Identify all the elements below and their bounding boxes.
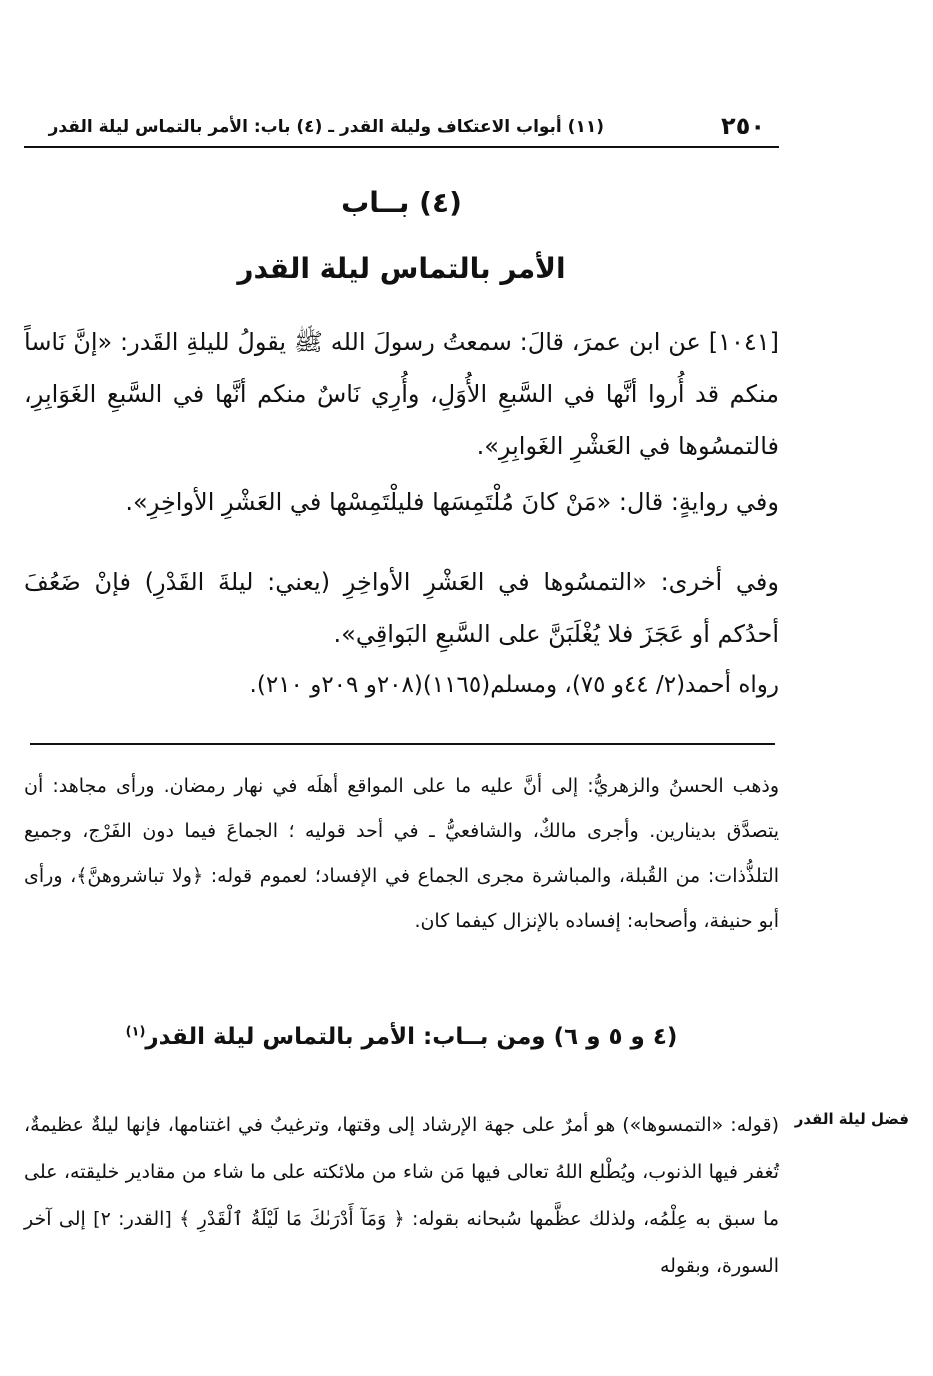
running-header — [24, 112, 779, 148]
margin-note: فضل ليلة القدر — [794, 1110, 909, 1128]
page-number: ٢٥٠ — [721, 112, 765, 140]
footnote-mark: (١) — [125, 1024, 146, 1040]
chapter-number: (٤) بــاب — [341, 186, 462, 219]
commentary-heading — [24, 1024, 779, 1050]
commentary-note: وذهب الحسنُ والزهريُّ: إلى أنَّ عليه ما على المواقع أهلَه في نهار رمضان. ورأى مجاهد: أن يتصدَّق بدينارين. وأجرى مالكٌ، والشافعيُّ ـ في أحد قوليه ؛ الجماعَ فيما دون الفَرْج، وجميع التلذُّذات: من القُبلة، والمباشرة مجرى الجماع في الإفساد؛ لعموم قوله: ﴿ولا تباشروهنَّ﴾، ورأى أبو حنيفة، وأصحابه: إفساده بالإنزال كيفما كان. — [24, 775, 779, 932]
commentary-heading-text: (٤ و ٥ و ٦) ومن بــاب: الأمر بالتماس ليلة القدر — [145, 1024, 678, 1050]
commentary-text: (قوله: «التمسوها») هو أمرٌ على جهة الإرشاد إلى وقتها، وترغيبٌ في اغتنامها، فإنها ليلةٌ عظيمةٌ، تُغفر فيها الذنوب، ويُطْلع اللهُ تعالى فيها مَن شاء من ملائكته على ما شاء من مقادير خليقته، على ما سبق به عِلْمُه، ولذلك عظَّمها سُبحانه بقوله: ﴿ وَمَآ أَدْرَىٰكَ مَا لَيْلَةُ ٱلْقَدْرِ ﴾ [القدر: ٢] إلى آخر السورة، وبقوله — [24, 1114, 779, 1277]
hadith-reference: رواه أحمد(٢/ ٤٤و ٧٥)، ومسلم(١١٦٥)(٢٠٨و ٢٠٩و ٢١٠). — [249, 672, 779, 698]
section-divider — [30, 743, 775, 745]
narration-first: وفي روايةٍ: قال: «مَنْ كانَ مُلْتَمِسَها فليلْتَمِسْها في العَشْرِ الأواخِرِ». — [125, 488, 779, 516]
narration-second: وفي أخرى: «التمسُوها في العَشْرِ الأواخِرِ (يعني: ليلةَ القَدْرِ) فإنْ ضَعُفَ أحدُكم أو عَجَزَ فلا يُغْلَبَنَّ على السَّبعِ البَواقِي». — [24, 568, 779, 648]
chapter-title: الأمر بالتماس ليلة القدر — [237, 252, 566, 285]
running-title: (١١) أبواب الاعتكاف وليلة القدر ـ (٤) باب: الأمر بالتماس ليلة القدر — [48, 117, 604, 137]
hadith-text: [١٠٤١] عن ابن عمرَ، قالَ: سمعتُ رسولَ الله ﷺ يقولُ لليلةِ القَدر: «إنَّ نَاساً منكم قد أُروا أنَّها في السَّبعِ الأُوَلِ، وأُرِي نَاسٌ منكم أنَّها في السَّبعِ الغَوَابِرِ، فالتمسُوها في العَشْرِ الغَوابِرِ». — [24, 328, 779, 460]
